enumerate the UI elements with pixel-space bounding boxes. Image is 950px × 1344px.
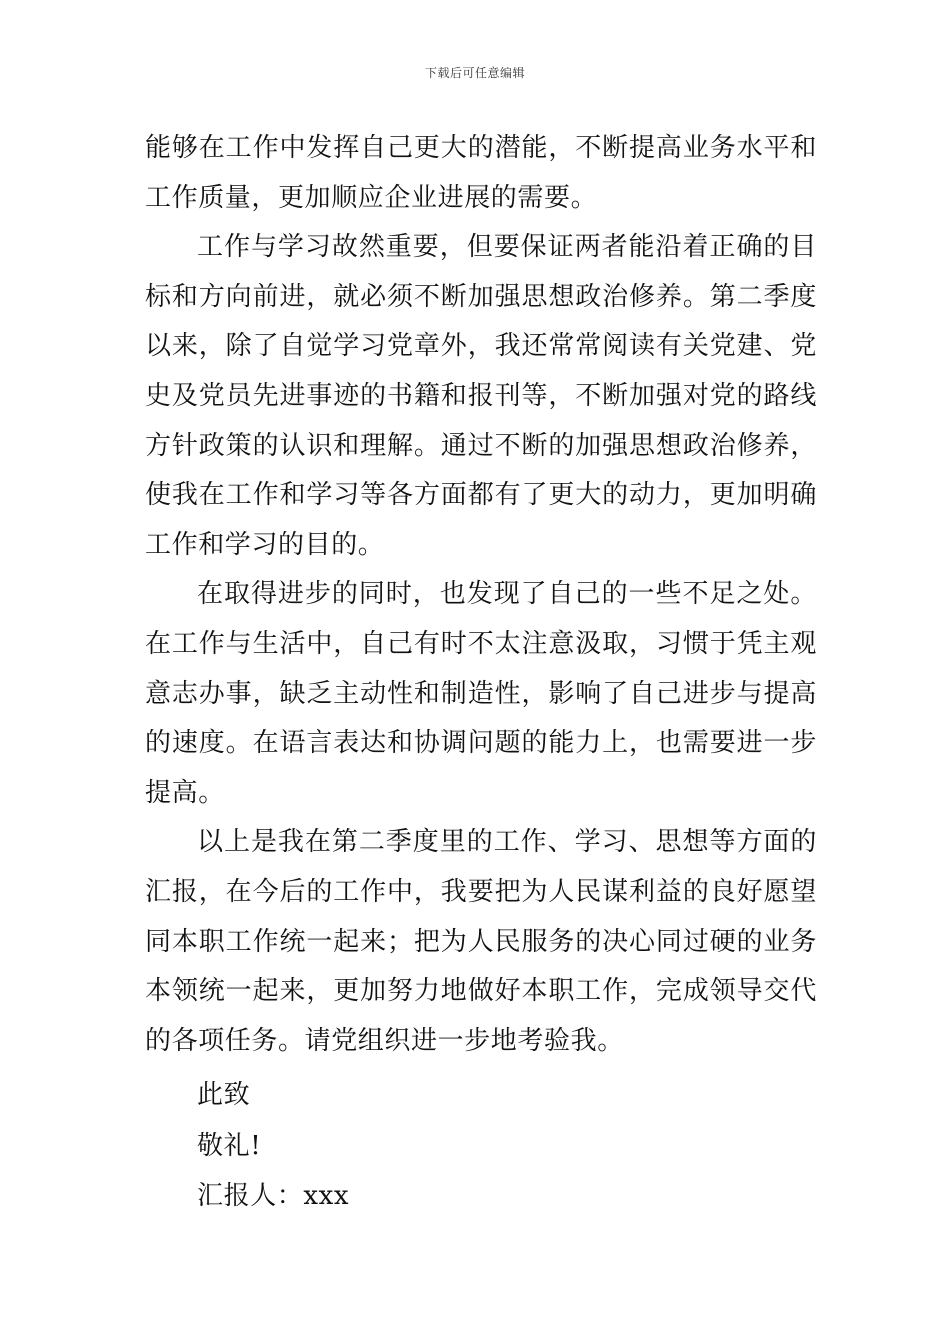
document-body — [145, 124, 817, 1066]
paragraph-shortcomings: 在取得进步的同时，也发现了自己的一些不足之处。在工作与生活中，自己有时不太注意汲取，习惯于凭主观意志办事，缺乏主动性和制造性，影响了自己进步与提高的速度。在语言表达和协调问题的能力上，也需要进一步提高。 — [145, 579, 817, 808]
paragraph-political-study: 工作与学习故然重要，但要保证两者能沿着正确的目标和方向前进，就必须不断加强思想政治修养。第二季度以来，除了自觉学习党章外，我还常常阅读有关党建、党史及党员先进事迹的书籍和报刊等，不断加强对党的路线方针政策的认识和理解。通过不断的加强思想政治修养，使我在工作和学习等各方面都有了更大的动力，更加明确工作和学习的目的。 — [145, 232, 817, 560]
reporter-signature: 汇报人：xxx — [197, 1181, 350, 1211]
paragraph-conclusion: 以上是我在第二季度里的工作、学习、思想等方面的汇报，在今后的工作中，我要把为人民谋利益的良好愿望同本职工作统一起来；把为人民服务的决心同过硬的业务本领统一起来，更加努力地做好本职工作，完成领导交代的各项任务。请党组织进一步地考验我。 — [145, 827, 817, 1056]
page-header-note: 下载后可任意编辑 — [424, 66, 525, 80]
closing-regards: 敬礼! — [197, 1131, 262, 1161]
paragraph-continued: 能够在工作中发挥自己更大的潜能，不断提高业务水平和工作质量，更加顺应企业进展的需要。 — [145, 133, 817, 213]
closing-salutation: 此致 — [197, 1080, 251, 1110]
